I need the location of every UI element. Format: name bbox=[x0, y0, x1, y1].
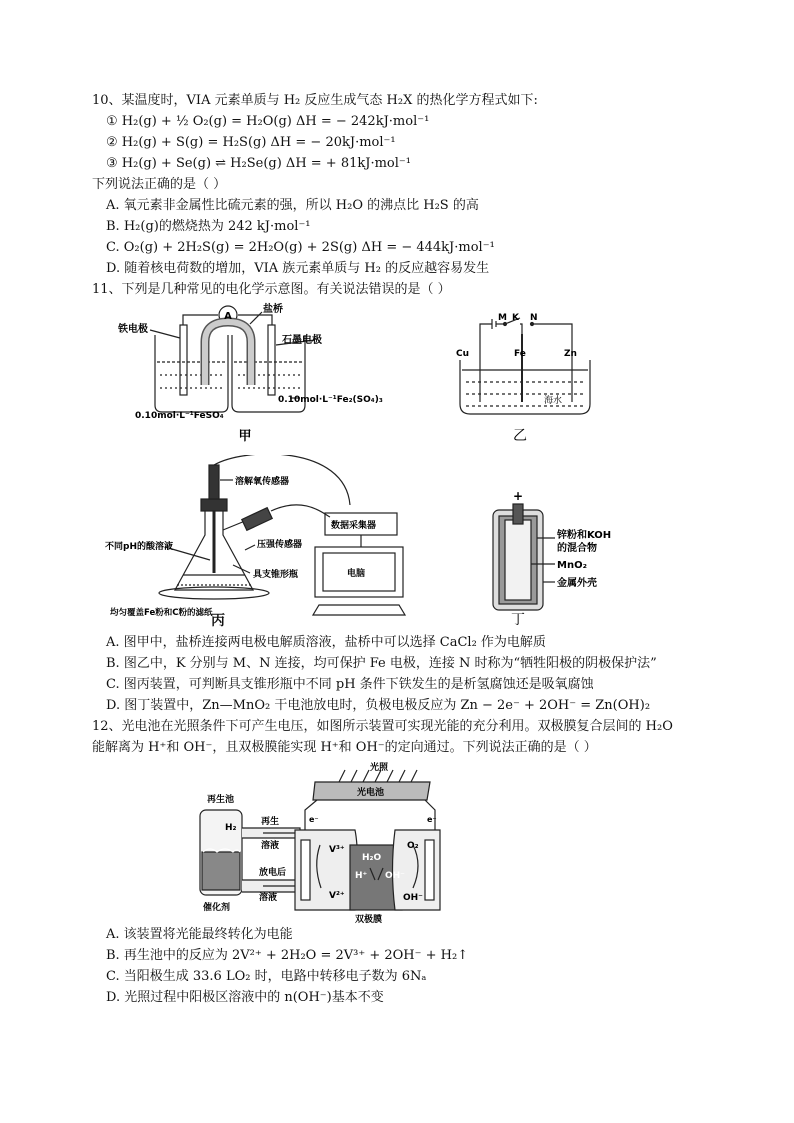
catalyst-label: 催化剂 bbox=[203, 903, 231, 913]
q11-stem: 11、下列是几种常见的电化学示意图。有关说法错误的是（ ） bbox=[92, 282, 451, 297]
filter-paper-label: 均匀覆盖Fe粉和C粉的滤纸 bbox=[110, 608, 213, 618]
light-label: 光照 bbox=[370, 763, 389, 773]
cu-label: Cu bbox=[456, 349, 470, 359]
q12-option-b: B. 再生池中的反应为 2V²⁺ + 2H₂O = 2V³⁺ + 2OH⁻ + H₂↑ bbox=[106, 948, 469, 963]
graphite-label: 石墨电极 bbox=[282, 335, 322, 346]
caption-jia: 甲 bbox=[238, 429, 252, 444]
q10-option-d: D. 随着核电荷数的增加，VIA 族元素单质与 H₂ 的反应越容易发生 bbox=[106, 261, 490, 276]
membrane-label: 双极膜 bbox=[355, 915, 383, 925]
q10-eq1: ① H₂(g) + ½ O₂(g) = H₂O(g) ΔH = − 242kJ·mol⁻¹ bbox=[106, 114, 430, 129]
q12-option-c: C. 当阳极生成 33.6 LO₂ 时，电路中转移电子数为 6Nₐ bbox=[106, 969, 427, 984]
caption-bing: 丙 bbox=[211, 613, 225, 629]
v2-label: V²⁺ bbox=[329, 891, 345, 901]
seawater-label: 海水 bbox=[544, 396, 563, 406]
electron-left: e⁻ bbox=[309, 815, 319, 824]
figure-ding bbox=[475, 490, 645, 625]
q11-option-d: D. 图丁装置中，Zn—MnO₂ 干电池放电时，负极电极反应为 Zn − 2e⁻ + 2OH⁻ = Zn(OH)₂ bbox=[106, 698, 651, 713]
pressure-label: 压强传感器 bbox=[257, 540, 303, 550]
v3-label: V³⁺ bbox=[329, 845, 345, 855]
o2-label: O₂ bbox=[407, 841, 419, 851]
caption-ding: 丁 bbox=[511, 612, 525, 625]
m-label: M bbox=[498, 313, 507, 323]
caption-yi: 乙 bbox=[513, 428, 527, 442]
figure-photocell bbox=[195, 760, 455, 925]
salt-bridge-label: 盐桥 bbox=[263, 304, 283, 315]
q12-stem-line1: 12、光电池在光照条件下可产生电压，如图所示装置可实现光能的充分利用。双极膜复合层间的 H₂O bbox=[92, 719, 673, 734]
q10-prompt: 下列说法正确的是（ ） bbox=[92, 177, 227, 192]
h2o-label: H₂O bbox=[362, 853, 382, 863]
after-sol-1: 放电后 bbox=[259, 868, 287, 878]
electron-right: e⁻ bbox=[427, 815, 437, 824]
figure-jia bbox=[110, 300, 390, 450]
feso4-label: 0.10mol·L⁻¹FeSO₄ bbox=[135, 411, 224, 421]
flask-label: 具支锥形瓶 bbox=[253, 570, 299, 580]
zn-label: Zn bbox=[564, 349, 577, 359]
k-label: K bbox=[512, 313, 519, 323]
mno2-label: MnO₂ bbox=[557, 560, 587, 571]
figure-bing bbox=[105, 455, 415, 625]
acid-label: 不同pH的酸溶液 bbox=[105, 542, 173, 552]
h2-label: H₂ bbox=[225, 823, 237, 833]
computer-label: 电脑 bbox=[347, 569, 366, 579]
regen-sol-2: 溶液 bbox=[261, 841, 280, 851]
q12-option-d: D. 光照过程中阳极区溶液中的 n(OH⁻)基本不变 bbox=[106, 990, 384, 1005]
regen-sol-1: 再生 bbox=[261, 817, 280, 827]
q10-stem: 10、某温度时，VIA 元素单质与 H₂ 反应生成气态 H₂X 的热化学方程式如下: bbox=[92, 93, 538, 108]
figure-yi bbox=[450, 312, 610, 442]
fe-label: Fe bbox=[514, 349, 526, 359]
q12-stem-line2: 能解离为 H⁺和 OH⁻，且双极膜能实现 H⁺和 OH⁻的定向通过。下列说法正确的是（ ） bbox=[92, 740, 597, 755]
photocell-label: 光电池 bbox=[357, 788, 385, 798]
hplus-label: H⁺ bbox=[355, 871, 368, 881]
fe-electrode-label: 铁电极 bbox=[118, 324, 148, 335]
zn-koh-label-1: 锌粉和KOH bbox=[557, 530, 612, 541]
q12-option-a: A. 该装置将光能最终转化为电能 bbox=[106, 927, 293, 942]
n-label: N bbox=[530, 313, 538, 323]
q11-option-a: A. 图甲中，盐桥连接两电极电解质溶液，盐桥中可以选择 CaCl₂ 作为电解质 bbox=[106, 635, 546, 650]
ammeter-label: A bbox=[224, 311, 232, 322]
o2-sensor-label: 溶解氧传感器 bbox=[235, 477, 290, 487]
plus-terminal: + bbox=[512, 490, 524, 503]
shell-label: 金属外壳 bbox=[557, 578, 597, 589]
oh-label-2: OH⁻ bbox=[403, 893, 423, 903]
q10-option-a: A. 氧元素非金属性比硫元素的强，所以 H₂O 的沸点比 H₂S 的高 bbox=[106, 198, 479, 213]
q10-option-c: C. O₂(g) + 2H₂S(g) = 2H₂O(g) + 2S(g) ΔH = − 444kJ·mol⁻¹ bbox=[106, 240, 495, 255]
q10-eq3: ③ H₂(g) + Se(g) ⇌ H₂Se(g) ΔH = + 81kJ·mol⁻¹ bbox=[106, 156, 411, 171]
collector-label: 数据采集器 bbox=[331, 521, 377, 531]
regen-pool-label: 再生池 bbox=[207, 795, 235, 805]
after-sol-2: 溶液 bbox=[259, 893, 278, 903]
zn-koh-label-2: 的混合物 bbox=[557, 543, 597, 554]
q11-option-b: B. 图乙中，K 分别与 M、N 连接，均可保护 Fe 电极，连接 N 时称为“牺牲阳极的阴极保护法” bbox=[106, 656, 657, 671]
oh-label-1: OH⁻ bbox=[385, 871, 405, 881]
q10-option-b: B. H₂(g)的燃烧热为 242 kJ·mol⁻¹ bbox=[106, 219, 311, 234]
fe2so43-label: 0.10mol·L⁻¹Fe₂(SO₄)₃ bbox=[278, 395, 383, 405]
q10-eq2: ② H₂(g) + S(g) = H₂S(g) ΔH = − 20kJ·mol⁻¹ bbox=[106, 135, 396, 150]
q11-option-c: C. 图丙装置，可判断具支锥形瓶中不同 pH 条件下铁发生的是析氢腐蚀还是吸氧腐蚀 bbox=[106, 677, 594, 692]
